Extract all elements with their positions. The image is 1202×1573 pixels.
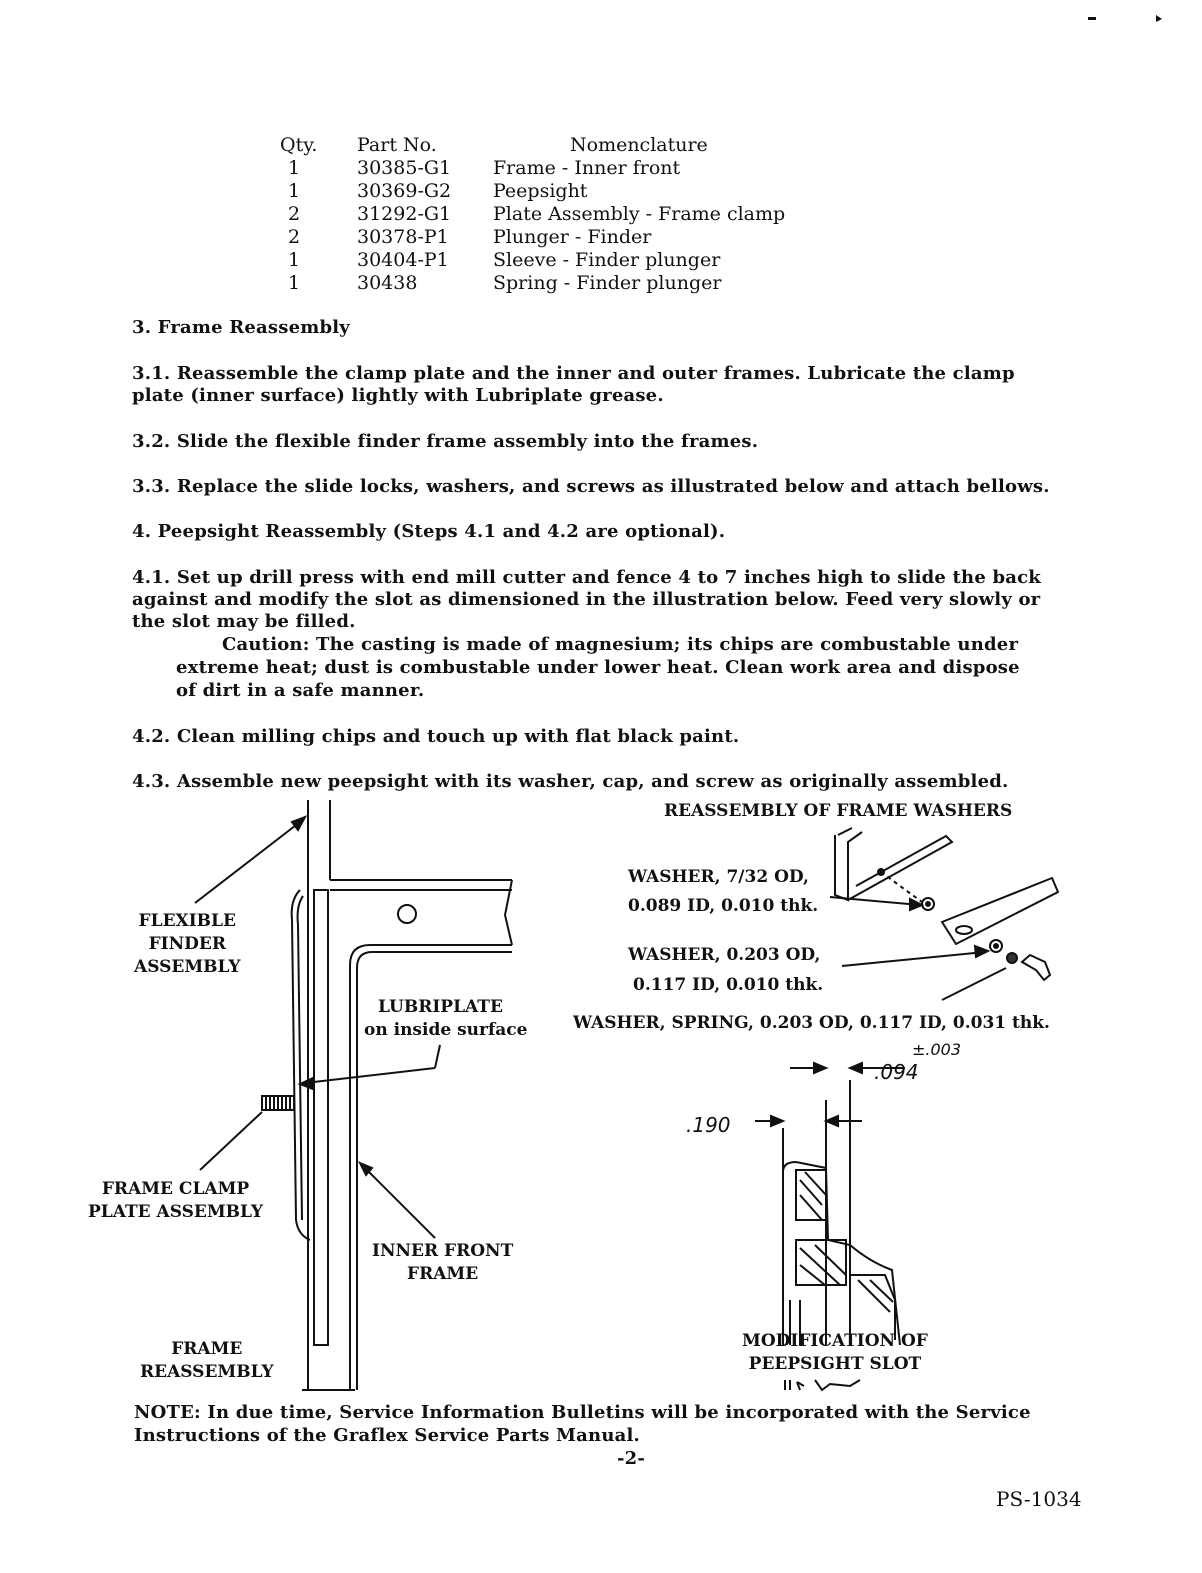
- label-lubriplate-inside-surface: on inside surface: [364, 1020, 528, 1040]
- table-cell-qty: 1: [288, 157, 301, 179]
- col-header-part-no: Part No.: [357, 134, 437, 156]
- washer-2-line-1: WASHER, 0.203 OD,: [628, 945, 821, 965]
- dimension-094: .094: [874, 1060, 919, 1084]
- label-inner-front-frame: INNER FRONT FRAME: [372, 1241, 514, 1284]
- step-4-1-line-2: against and modify the slot as dimensioned in the illustration below. Feed very slowly or: [132, 589, 1041, 610]
- caution-line-1: Caution: The casting is made of magnesium; its chips are combustable under: [222, 634, 1019, 655]
- page-number: -2-: [617, 1448, 646, 1469]
- table-cell-qty: 2: [288, 203, 301, 225]
- frame-reassembly-drawing: [195, 800, 512, 1390]
- table-cell-part-no: 30404-P1: [357, 249, 449, 271]
- table-cell-qty: 2: [288, 226, 301, 248]
- washer-3-spring: WASHER, SPRING, 0.203 OD, 0.117 ID, 0.031 thk.: [573, 1013, 1050, 1033]
- section-3-heading: 3. Frame Reassembly: [132, 317, 350, 338]
- washer-2-line-2: 0.117 ID, 0.010 thk.: [633, 975, 824, 995]
- table-cell-part-no: 31292-G1: [357, 203, 452, 225]
- dimension-190: .190: [686, 1113, 731, 1137]
- corner-marks: [1088, 15, 1162, 22]
- table-cell-nomenclature: Plunger - Finder: [493, 226, 652, 248]
- note-line-2: Instructions of the Graflex Service Parts Manual.: [134, 1425, 640, 1446]
- col-header-nomenclature: Nomenclature: [570, 134, 708, 156]
- washer-reassembly-drawing: [830, 828, 1058, 1000]
- washer-diagram-title: REASSEMBLY OF FRAME WASHERS: [664, 801, 1013, 821]
- step-3-1-line-1: 3.1. Reassemble the clamp plate and the inner and outer frames. Lubricate the clamp: [132, 363, 1015, 384]
- table-cell-nomenclature: Plate Assembly - Frame clamp: [493, 203, 786, 225]
- table-cell-part-no: 30438: [357, 272, 418, 294]
- washer-1-line-2: 0.089 ID, 0.010 thk.: [628, 896, 819, 916]
- table-cell-nomenclature: Peepsight: [493, 180, 588, 202]
- table-cell-part-no: 30369-G2: [357, 180, 452, 202]
- caution-line-3: of dirt in a safe manner.: [176, 680, 425, 701]
- label-flexible-finder-assembly: FLEXIBLE FINDER ASSEMBLY: [134, 911, 241, 977]
- table-cell-qty: 1: [288, 272, 301, 294]
- section-4-heading: 4. Peepsight Reassembly (Steps 4.1 and 4.2 are optional).: [132, 521, 726, 542]
- table-cell-part-no: 30385-G1: [357, 157, 452, 179]
- table-cell-part-no: 30378-P1: [357, 226, 449, 248]
- step-4-1-line-1: 4.1. Set up drill press with end mill cutter and fence 4 to 7 inches high to slide the back: [132, 567, 1041, 588]
- table-cell-nomenclature: Spring - Finder plunger: [493, 272, 722, 294]
- dimension-tolerance: ±.003: [912, 1040, 962, 1059]
- peepsight-modification-caption: MODIFICATION OF PEEPSIGHT SLOT: [742, 1331, 928, 1374]
- label-lubriplate: LUBRIPLATE: [378, 997, 503, 1017]
- note-line-1: NOTE: In due time, Service Information Bulletins will be incorporated with the Service: [134, 1402, 1031, 1423]
- label-frame-clamp-plate-assembly: FRAME CLAMP PLATE ASSEMBLY: [88, 1179, 264, 1222]
- table-cell-nomenclature: Sleeve - Finder plunger: [493, 249, 721, 271]
- caution-line-2: extreme heat; dust is combustable under lower heat. Clean work area and dispose: [176, 657, 1020, 678]
- table-cell-nomenclature: Frame - Inner front: [493, 157, 681, 179]
- table-cell-qty: 1: [288, 249, 301, 271]
- frame-reassembly-caption: FRAME REASSEMBLY: [140, 1339, 274, 1382]
- col-header-qty: Qty.: [280, 134, 318, 156]
- step-4-3: 4.3. Assemble new peepsight with its washer, cap, and screw as originally assembled.: [132, 771, 1009, 792]
- washer-1-line-1: WASHER, 7/32 OD,: [628, 867, 809, 887]
- step-3-2: 3.2. Slide the flexible finder frame assembly into the frames.: [132, 431, 759, 452]
- document-code: PS-1034: [996, 1487, 1082, 1511]
- step-3-3: 3.3. Replace the slide locks, washers, and screws as illustrated below and attach bellows.: [132, 476, 1050, 497]
- table-cell-qty: 1: [288, 180, 301, 202]
- step-3-1-line-2: plate (inner surface) lightly with Lubriplate grease.: [132, 385, 664, 406]
- step-4-1-line-3: the slot may be filled.: [132, 611, 356, 632]
- step-4-2: 4.2. Clean milling chips and touch up with flat black paint.: [132, 726, 740, 747]
